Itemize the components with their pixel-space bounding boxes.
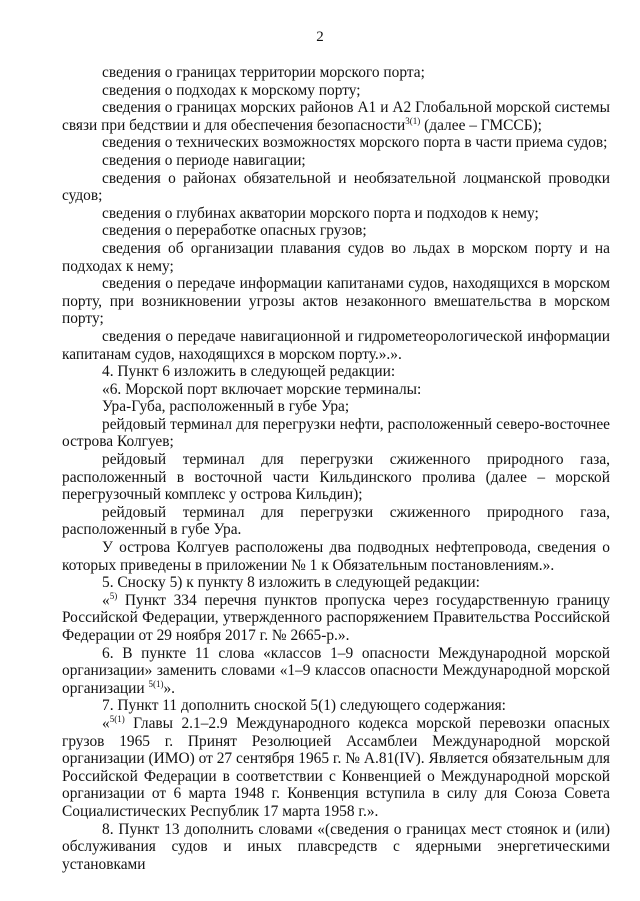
paragraph bbox=[62, 99, 610, 134]
paragraph-text: 8. Пункт 13 дополнить словами «(сведения о границах мест стоянок и (или) обслуживания судов и иных плавсредств с ядерными энергетическими установками bbox=[62, 820, 610, 873]
paragraph bbox=[62, 715, 610, 821]
paragraph-text: Ура-Губа, расположенный в губе Ура; bbox=[102, 398, 350, 416]
paragraph-text-after: ». bbox=[163, 679, 176, 697]
paragraph bbox=[62, 328, 610, 363]
paragraph bbox=[62, 398, 610, 416]
paragraph bbox=[62, 205, 610, 223]
paragraph bbox=[62, 82, 610, 100]
footnote-reference: 3(1) bbox=[405, 115, 421, 126]
paragraph bbox=[62, 821, 610, 874]
paragraph-text: сведения о границах территории морского порта; bbox=[102, 64, 425, 81]
paragraph bbox=[62, 222, 610, 240]
paragraph-text: « bbox=[102, 714, 110, 732]
paragraph bbox=[62, 381, 610, 399]
paragraph-text: 6. В пункте 11 слова «классов 1–9 опасности Международной морской организации» заменить словами «1–9 классов опасности Международной морской организации bbox=[62, 644, 610, 697]
paragraph-text: рейдовый терминал для перегрузки сжиженного природного газа, расположенный в губе Ура. bbox=[62, 503, 610, 539]
paragraph bbox=[62, 451, 610, 504]
paragraph bbox=[62, 416, 610, 451]
paragraph-text: 5. Сноску 5) к пункту 8 изложить в следующей редакции: bbox=[102, 574, 480, 592]
footnote-reference: 5) bbox=[109, 590, 118, 601]
paragraph-text-after: Главы 2.1–2.9 Международного кодекса морской перевозки опасных грузов 1965 г. Принят Резолюцией Ассамблеи Международной морской организации (ИМО) от 27 сентября 1965 г. № A.81(IV). Является обязательным для Российской Федерации в соответствии с Конвенцией о Международной морской организации от 6 марта 1948 г. Конвенция вступила в силу для Союза Совета Социалистических Республик 17 марта 1958 г.». bbox=[62, 714, 610, 820]
paragraph-text: сведения о передаче информации капитанами судов, находящихся в морском порту, при возникновении угрозы актов незаконного вмешательства в морском порту; bbox=[62, 275, 610, 328]
paragraph bbox=[62, 134, 610, 152]
paragraph-text: 4. Пункт 6 изложить в следующей редакции: bbox=[102, 363, 396, 381]
paragraph bbox=[62, 504, 610, 539]
paragraph-text: рейдовый терминал для перегрузки нефти, расположенный северо-восточнее острова Колгуев; bbox=[62, 415, 610, 451]
paragraph-text: «6. Морской порт включает морские терминалы: bbox=[102, 380, 422, 398]
paragraph bbox=[62, 363, 610, 381]
paragraph bbox=[62, 592, 610, 645]
footnote-reference: 5(1) bbox=[148, 678, 164, 689]
paragraph bbox=[62, 539, 610, 574]
paragraph bbox=[62, 152, 610, 170]
paragraph bbox=[62, 645, 610, 698]
paragraph-text: « bbox=[102, 591, 110, 609]
paragraph-text: У острова Колгуев расположены два подводных нефтепровода, сведения о которых приведены в приложении № 1 к Обязательным постановлениям.». bbox=[62, 539, 610, 574]
paragraph-text: сведения о переработке опасных грузов; bbox=[102, 222, 367, 240]
document-body bbox=[62, 64, 610, 873]
footnote-reference: 5(1) bbox=[109, 713, 125, 724]
page-number: 2 bbox=[316, 29, 324, 45]
paragraph bbox=[62, 64, 610, 82]
paragraph-text: сведения о технических возможностях морского порта в части приема судов; bbox=[102, 134, 608, 152]
paragraph-text: рейдовый терминал для перегрузки сжиженного природного газа, расположенный в восточной части Кильдинского пролива (далее – морской перегрузочный комплекс у острова Кильдин); bbox=[62, 451, 610, 504]
paragraph-text: сведения о районах обязательной и необязательной лоцманской проводки судов; bbox=[62, 169, 610, 205]
paragraph bbox=[62, 170, 610, 205]
paragraph-text: сведения о периоде навигации; bbox=[102, 151, 306, 169]
paragraph-text: 7. Пункт 11 дополнить сноской 5(1) следующего содержания: bbox=[102, 697, 506, 715]
paragraph-text: сведения о передаче навигационной и гидрометеорологической информации капитанам судов, находящихся в морском порту.».». bbox=[62, 327, 610, 363]
paragraph bbox=[62, 240, 610, 275]
paragraph-text-after: (далее – ГМССБ); bbox=[420, 116, 542, 134]
paragraph-text: сведения о подходах к морскому порту; bbox=[102, 81, 361, 99]
paragraph bbox=[62, 574, 610, 592]
paragraph-text-after: Пункт 334 перечня пунктов пропуска через государственную границу Российской Федерации, утвержденного распоряжением Правительства Российской Федерации от 29 ноября 2017 г. № 2665-р.». bbox=[62, 591, 610, 644]
paragraph-text: сведения о границах морских районов А1 и А2 Глобальной морской системы связи при бедствии и для обеспечения безопасности bbox=[62, 99, 610, 134]
paragraph bbox=[62, 697, 610, 715]
paragraph-text: сведения о глубинах акватории морского порта и подходов к нему; bbox=[102, 204, 539, 222]
paragraph bbox=[62, 275, 610, 328]
paragraph-text: сведения об организации плавания судов во льдах в морском порту и на подходах к нему; bbox=[62, 239, 610, 275]
